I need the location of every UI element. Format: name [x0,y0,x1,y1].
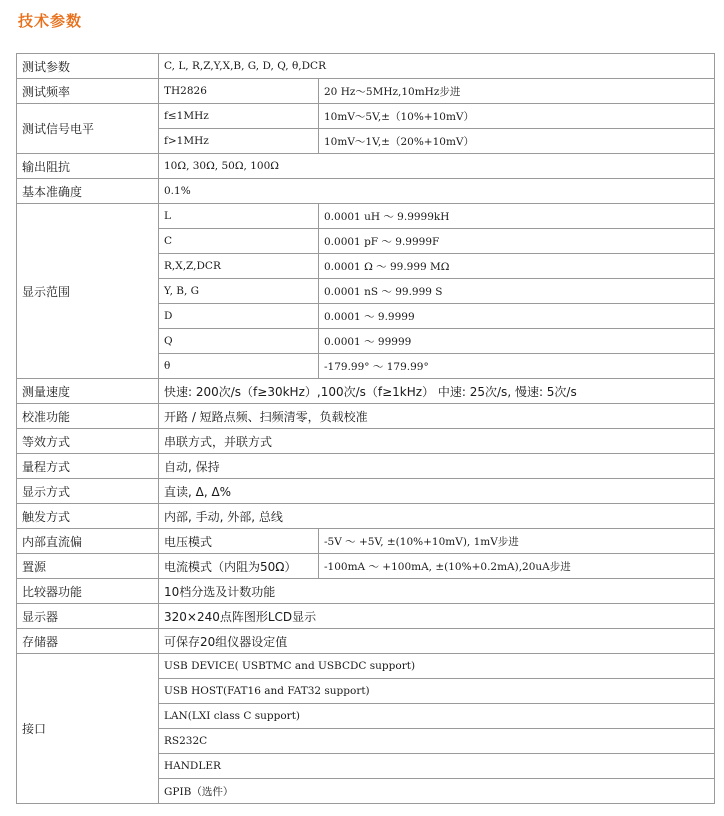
param-value: 0.0001 nS ～ 99.999 S [319,279,715,304]
param-sub: R,X,Z,DCR [159,254,319,279]
param-label: 测量速度 [17,379,159,404]
table-row [17,479,715,504]
param-sub: θ [159,354,319,379]
param-label: 显示范围 [17,204,159,379]
param-value: 可保存20组仪器设定值 [159,629,715,654]
param-label: 输出阻抗 [17,154,159,179]
param-label: 量程方式 [17,454,159,479]
param-value: -5V ～ +5V, ±(10%+10mV), 1mV步进 [319,529,715,554]
param-value: 直读, Δ, Δ% [159,479,715,504]
table-row [17,554,715,579]
param-label: 等效方式 [17,429,159,454]
param-value: 320×240点阵图形LCD显示 [159,604,715,629]
param-value: 10档分选及计数功能 [159,579,715,604]
param-value: 0.0001 ～ 9.9999 [319,304,715,329]
param-value: 开路 / 短路点频、扫频清零，负载校准 [159,404,715,429]
table-row [17,629,715,654]
table-row [17,154,715,179]
param-value: 10Ω, 30Ω, 50Ω, 100Ω [159,154,715,179]
table-row [17,179,715,204]
param-label: 置源 [17,554,159,579]
param-label: 基本准确度 [17,179,159,204]
page-title: 技术参数 [18,12,83,30]
param-value: 串联方式，并联方式 [159,429,715,454]
param-label: 接口 [17,654,159,804]
param-sub: TH2826 [159,79,319,104]
param-sub: C [159,229,319,254]
param-value: 内部, 手动, 外部, 总线 [159,504,715,529]
param-value: 0.0001 uH ～ 9.9999kH [319,204,715,229]
param-value: LAN(LXI class C support) [159,704,715,729]
table-row [17,54,715,79]
spec-table [16,53,715,804]
table-row [17,454,715,479]
table-row [17,604,715,629]
param-sub: 电压模式 [159,529,319,554]
param-value: 10mV～1V,±（20%+10mV） [319,129,715,154]
param-value: GPIB（选件） [159,779,715,804]
table-row [17,204,715,229]
param-label: 触发方式 [17,504,159,529]
param-label: 测试频率 [17,79,159,104]
param-sub: Q [159,329,319,354]
table-row [17,404,715,429]
param-value: 0.0001 ～ 99999 [319,329,715,354]
param-value: -179.99° ～ 179.99° [319,354,715,379]
param-value: RS232C [159,729,715,754]
param-label: 比较器功能 [17,579,159,604]
param-label: 显示方式 [17,479,159,504]
param-sub: f>1MHz [159,129,319,154]
param-sub: D [159,304,319,329]
table-row [17,579,715,604]
param-value: USB HOST(FAT16 and FAT32 support) [159,679,715,704]
table-row [17,504,715,529]
param-value: 0.0001 Ω ～ 99.999 MΩ [319,254,715,279]
param-value: 0.1% [159,179,715,204]
param-value: -100mA ～ +100mA, ±(10%+0.2mA),20uA步进 [319,554,715,579]
table-row [17,379,715,404]
param-value: HANDLER [159,754,715,779]
param-value: 20 Hz～5MHz,10mHz步进 [319,79,715,104]
table-row [17,529,715,554]
param-label: 内部直流偏 [17,529,159,554]
table-row [17,104,715,129]
param-label: 存储器 [17,629,159,654]
param-sub: f≤1MHz [159,104,319,129]
param-sub: Y, B, G [159,279,319,304]
table-row [17,429,715,454]
param-label: 显示器 [17,604,159,629]
param-value: 自动, 保持 [159,454,715,479]
param-label: 测试参数 [17,54,159,79]
param-value: USB DEVICE( USBTMC and USBCDC support) [159,654,715,679]
table-row [17,654,715,679]
param-value: C, L, R,Z,Y,X,B, G, D, Q, θ,DCR [159,54,715,79]
param-value: 0.0001 pF ～ 9.9999F [319,229,715,254]
param-sub: 电流模式（内阻为50Ω） [159,554,319,579]
param-value: 10mV～5V,±（10%+10mV） [319,104,715,129]
param-value: 快速: 200次/s（f≥30kHz）,100次/s（f≥1kHz） 中速: 25次/s, 慢速: 5次/s [159,379,715,404]
param-label: 校准功能 [17,404,159,429]
table-row [17,79,715,104]
param-label: 测试信号电平 [17,104,159,154]
param-sub: L [159,204,319,229]
